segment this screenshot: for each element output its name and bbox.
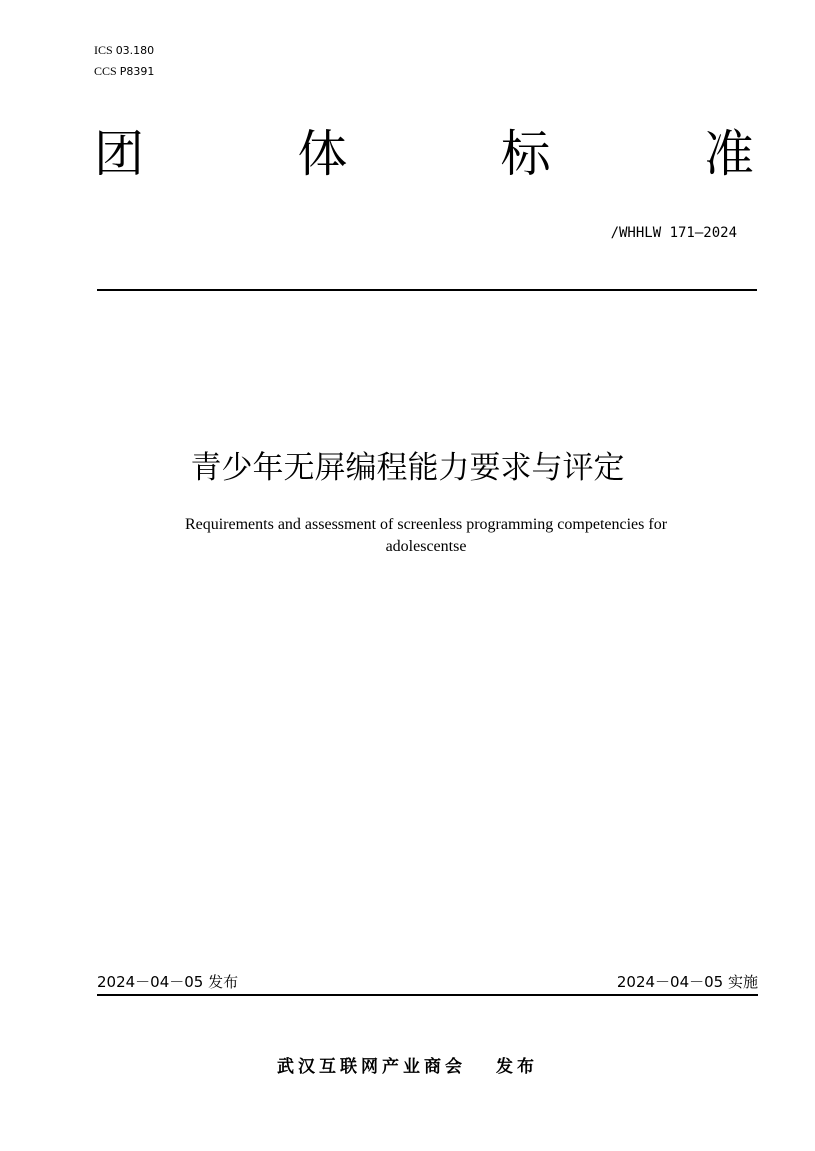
heading-char: 标 <box>500 125 551 183</box>
title-chinese: 青少年无屏编程能力要求与评定 <box>190 450 625 486</box>
implement-date: 2024－04－05 实施 <box>616 973 758 991</box>
publisher-line <box>0 1052 815 1077</box>
publisher-name: 武汉互联网产业商会 <box>277 1057 466 1077</box>
ccs-value: P8391 <box>119 65 155 78</box>
heading-char: 准 <box>703 125 754 183</box>
ccs-code <box>94 61 154 82</box>
heading-char: 团 <box>94 125 144 183</box>
publisher-action: 发布 <box>496 1057 538 1077</box>
standard-type-heading <box>94 124 754 184</box>
title-english-line-1: Requirements and assessment of screenless programming competencies for <box>184 516 668 533</box>
document-number: /WHHLW 171—2024 <box>610 225 737 241</box>
date-row <box>97 971 758 992</box>
bottom-divider <box>97 994 758 996</box>
ics-code <box>94 40 154 61</box>
ics-label: ICS <box>94 43 113 57</box>
heading-char: 体 <box>297 125 348 183</box>
ccs-label: CCS <box>94 64 117 78</box>
top-divider <box>97 289 757 291</box>
classification-codes <box>94 40 154 82</box>
title-english-line-2: adolescentse <box>385 538 467 555</box>
ics-value: 03.180 <box>115 44 155 57</box>
publish-date: 2024－04－05 发布 <box>97 973 239 991</box>
title-english <box>120 514 732 558</box>
